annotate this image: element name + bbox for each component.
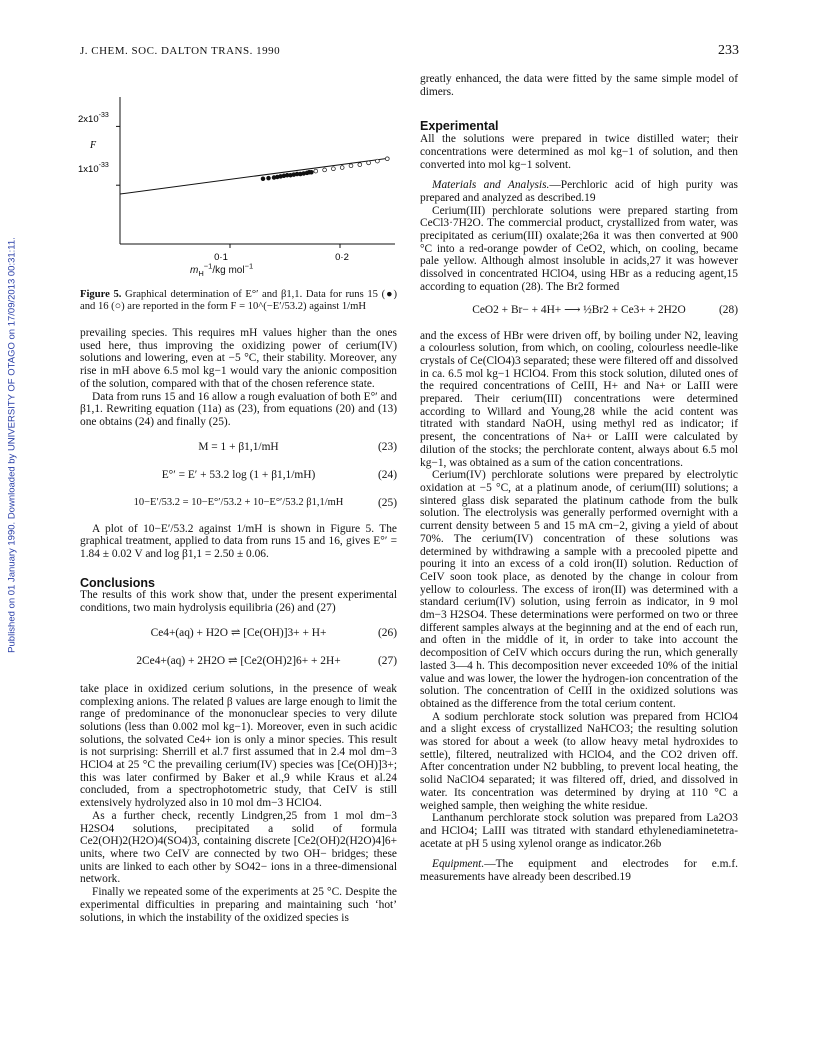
fit-line xyxy=(120,158,390,194)
journal-header: J. CHEM. SOC. DALTON TRANS. 1990 xyxy=(80,45,281,57)
paragraph: All the solutions were prepared in twice distilled water; their concentrations were determined as mol kg−1 of solution, and then converted into mol kg−1 solvent. xyxy=(420,133,738,171)
caption-label: Figure 5. xyxy=(80,289,122,300)
figure-5-caption xyxy=(80,289,397,313)
paragraph: Cerium(III) perchlorate solutions were prepared starting from CeCl3·7H2O. The commercial product, crystallized from water, was precipitated as cerium(III) oxalate;26a it was then converted at 900 °C into a red-orange powder of CeO2, which, on cooling, became pale yellow. Although almost insoluble in acids,27 it was however dissolved in concentrated HClO4, using HBr as a reducing agent,15 according to equation (28). The Br2 formed xyxy=(420,204,738,293)
equation-28: CeO2 + Br− + 4H+ ⟶ ½Br2 + Ce3+ + 2H2O (28) xyxy=(472,303,738,316)
equipment-title: Equipment. xyxy=(432,858,485,871)
x-tick-label-1: 0·1 xyxy=(214,252,228,262)
paragraph: prevailing species. This requires mH values higher than the ones used here, thus improving the oxidizing power of cerium(IV) solutions and lowering, even at −5 °C, their stability. Moreover, any rise in mH above 6.5 mol kg−1 would vary the anionic composition of the solution, compared with that of the chosen reference state. xyxy=(80,327,397,390)
data-point-run-16 xyxy=(349,164,353,168)
data-point-run-16 xyxy=(385,157,389,161)
data-point-run-16 xyxy=(323,168,327,172)
paragraph: A plot of 10−E′/53.2 against 1/mH is shown in Figure 5. The graphical treatment, applied to data from runs 15 and 16, gives E°′ = 1.84 ± 0.02 V and log β1,1 = 2.50 ± 0.06. xyxy=(80,522,397,561)
paragraph: greatly enhanced, the data were fitted by the same simple model of dimers. xyxy=(420,73,738,98)
caption-text: Graphical determination of E°′ and β1,1. Data for runs 15 (●) and 16 (○) are reported in the form F = 10^(−E′/53.2) against 1/mH xyxy=(80,289,397,312)
data-point-run-15 xyxy=(310,170,314,174)
y-tick-label-1: $1x10^{-33}$ xyxy=(78,162,109,175)
paragraph: Cerium(IV) perchlorate solutions were prepared by electrolytic oxidation at −5 °C, at a platinum anode, of cerium(III) solutions; a sintered glass disk separated the platinum cathode from the bulk solution. The electrolysis was generally performed overnight with a current density between 5 and 15 mA cm−2, giving a yield of about 70%. The cerium(IV) concentration of these solutions was determined by withdrawing a sample with a precooled pipette and pouring it into an excess of a cold iron(II) solution. Reduction of CeIV soon took place, as denoted by the change in colour from yellow to colourless. The excess of iron(II) was determined with a standard cerium(IV) solution, using ferroin as indicator, in 9 mol dm−3 H2SO4. These determinations were performed on two or three different samples always at the beginning and at the end of each run, and often in the middle of it, in order to take into account the decomposition of CeIV which occurs during the run, which generally lasted 3—4 h. This decomposition never exceeded 10% of the initial value and was lower, the lower the hydrogen-ion concentration of the solution. The concentration of CeIII in the oxidized solutions was obtained as the difference from the total cerium content. xyxy=(420,469,738,710)
download-notice: Published on 01 January 1990. Downloaded by UNIVERSITY OF OTAGO on 17/09/2013 00:31:11. xyxy=(6,237,18,653)
x-tick-label-2: 0·2 xyxy=(335,252,349,262)
x-axis-label: $m_H^{-1}/kg$ mol$^{-1}$ xyxy=(190,261,254,278)
paragraph: and the excess of HBr were driven off, by boiling under N2, leaving a colourless solution, from which, on cooling, colourless needle-like crystals of Ce(ClO4)3 separated; these were filtered off and dissolved in ca. 6.5 mol kg−1 HClO4. From this stock solution, diluted ones of the required concentrations of CeIII, H+ and Na+ or LaIII were prepared. Their cerium(III) concentrations were determined according to Willard and Young,28 while the acid content was titrated with standard NaOH, using methyl red as indicator; if present, the concentrations of Na+ or LaIII were calculated by dilution of the stocks; the perchlorate content, always about 6.5 mol kg−1, was obtained as a sum of the cation concentrations. xyxy=(420,329,738,469)
left-column xyxy=(80,327,397,924)
equation-26: Ce4+(aq) + H2O ⇌ [Ce(OH)]3+ + H+ (26) xyxy=(150,626,397,639)
data-point-run-16 xyxy=(358,163,362,167)
download-sidebar xyxy=(0,0,24,1047)
page-number: 233 xyxy=(718,43,739,58)
experimental-heading: Experimental xyxy=(420,119,499,134)
conclusions-heading: Conclusions xyxy=(80,575,156,590)
data-point-run-15 xyxy=(267,176,271,180)
data-point-run-16 xyxy=(332,167,336,171)
data-point-run-16 xyxy=(376,159,380,163)
materials-title: Materials and Analysis. xyxy=(432,179,550,192)
equation-27: 2Ce4+(aq) + 2H2O ⇌ [Ce2(OH)2]6+ + 2H+ (27) xyxy=(136,654,397,667)
figure-5-chart xyxy=(70,92,400,262)
y-tick-label-2: $2x10^{-33}$ xyxy=(78,112,109,125)
data-point-run-16 xyxy=(340,166,344,170)
right-column xyxy=(420,73,738,884)
data-point-run-16 xyxy=(367,161,371,165)
equation-25: 10−E′/53.2 = 10−E°′/53.2 + 10−E°′/53.2 β1,1/mH (25) xyxy=(133,496,397,509)
equation-23: M = 1 + β1,1/mH (23) xyxy=(198,440,397,453)
data-point-run-16 xyxy=(314,169,318,173)
paragraph: take place in oxidized cerium solutions, in the presence of weak complexing anions. The related β values are large enough to limit the range of predominance of the mononuclear species to very dilute solutions (less than 0.002 mol kg−1). Moreover, even in such acidic solutions, the solvated Ce4+ ion is only a minor species. This result is not surprising: Sherrill et al.7 first assumed that in 2.4 mol dm−3 HClO4 at 25 °C the prevailing cerium(IV) species was [Ce(OH)]3+; this was later confirmed by Baker et al.,9 while Kraus et al.24 concluded, from a spectrophotometric study, that CeIV is still extensively hydrolyzed also in 10 mol dm−3 HClO4. xyxy=(80,682,397,810)
paragraph: Equipment.—The equipment and electrodes for e.m.f. measurements have already been described.19 xyxy=(420,858,738,884)
paragraph: A sodium perchlorate stock solution was prepared from HClO4 and a slight excess of crystallized NaHCO3; the resulting solution was stored for about a week (to allow heavy metal hydroxides to settle), filtered, neutralized with HClO4, and the CO2 driven off. After concentration under N2 bubbling, to prevent local heating, the solid NaClO4 separated; it was filtered off, dried, and dissolved in water. Its concentration was determined by drying at 110 °C a weighed sample, then weighing the white residue. xyxy=(420,710,738,812)
equation-24: E°′ = E′ + 53.2 log (1 + β1,1/mH) (24) xyxy=(161,468,397,481)
paragraph: As a further check, recently Lindgren,25 from 1 mol dm−3 H2SO4 solutions, precipitated a solid of formula Ce2(OH)2(H2O)4(SO4)3, containing discrete [Ce2(OH)2(H2O)4]6+ units, where two CeIV are connected by two OH− bridges; these units are linked to each other by SO42− ions in a three-dimensional network. xyxy=(80,809,397,886)
paragraph: Data from runs 15 and 16 allow a rough evaluation of both E°′ and β1,1. Rewriting equation (11a) as (23), from equations (20) and (13) one obtains (24) and finally (25). xyxy=(80,390,397,428)
paragraph: Materials and Analysis.—Perchloric acid of high purity was prepared and analyzed as described.19 xyxy=(420,179,738,204)
paragraph: Finally we repeated some of the experiments at 25 °C. Despite the experimental difficulties in preparing and maintaining such ‘hot’ solutions, in which the instability of the oxidized species is xyxy=(80,886,397,924)
paragraph: The results of this work show that, under the present experimental conditions, two main hydrolysis equilibria (26) and (27) xyxy=(80,589,397,615)
paragraph: Lanthanum perchlorate stock solution was prepared from La2O3 and HClO4; LaIII was titrated with standard ethylenediaminetetra-acetate at pH 5 using xylenol orange as indicator.26b xyxy=(420,812,738,850)
data-point-run-15 xyxy=(261,177,265,181)
y-axis-label: F xyxy=(90,140,97,151)
